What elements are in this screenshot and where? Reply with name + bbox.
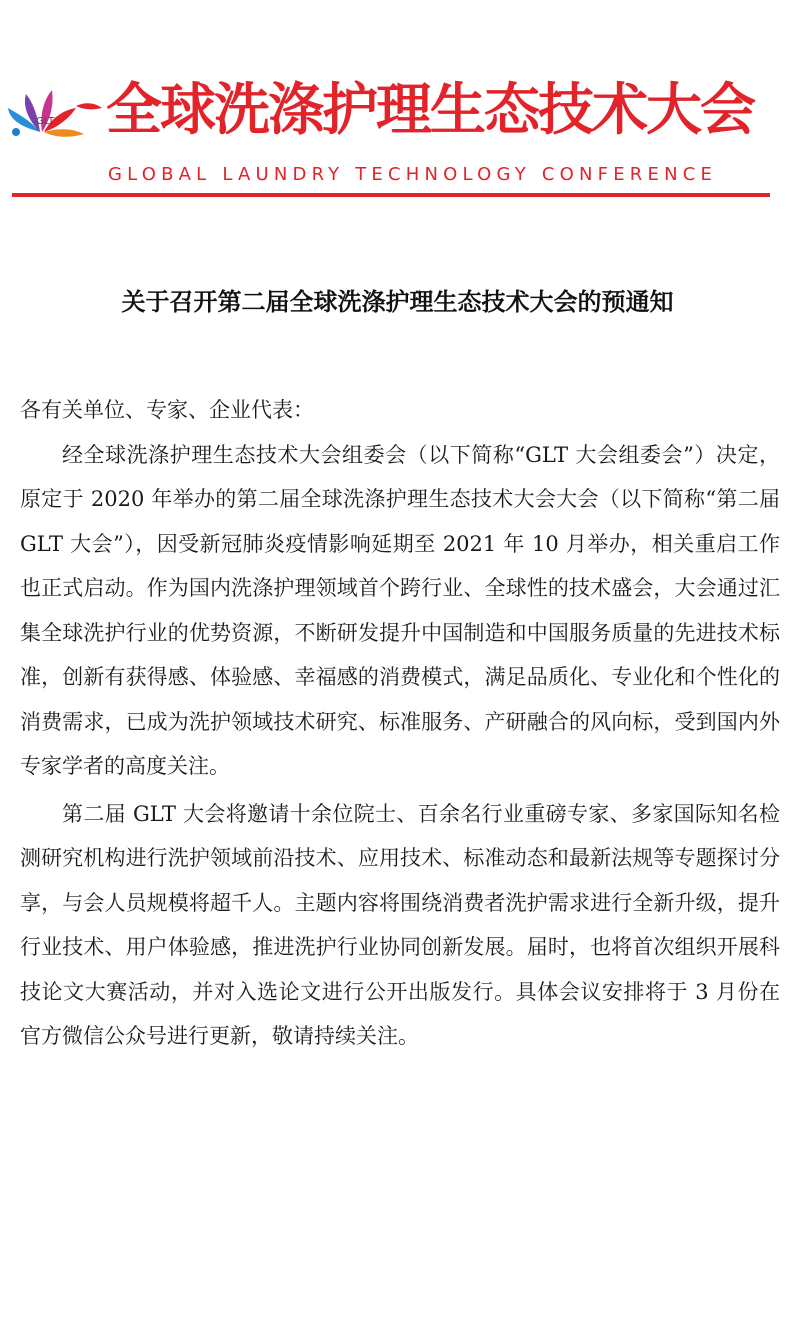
notice-body <box>20 388 780 1059</box>
notice-title: 关于召开第二届全球洗涤护理生态技术大会的预通知 <box>121 288 674 316</box>
flower-logo-icon <box>6 82 104 148</box>
salutation: 各有关单位、专家、企业代表： <box>20 398 314 422</box>
paragraph-1: 经全球洗涤护理生态技术大会组委会（以下简称“GLT 大会组委会”）决定，原定于 2020 年举办的第二届全球洗涤护理生态技术大会大会（以下简称“第二届 GLT 大会”），因受新冠肺炎疫情影响延期至 2021 年 10 月举办，相关重启工作也正式启动。作为国内洗涤护理领域首个跨行业、全球性的技术盛会，大会通过汇集全球洗护行业的优势资源，不断研发提升中国制造和中国服务质量的先进技术标准，创新有获得感、体验感、幸福感的消费模式，满足品质化、专业化和个性化的消费需求，已成为洗护领域技术研究、标准服务、产研融合的风向标，受到国内外专家学者的高度关注。 <box>20 442 780 778</box>
glt-logo <box>6 82 104 148</box>
conference-title-cn: 全球洗涤护理生态技术大会 <box>106 78 754 143</box>
header-divider <box>12 193 770 197</box>
paragraph-2: 第二届 GLT 大会将邀请十余位院士、百余名行业重磅专家、多家国际知名检测研究机构进行洗护领域前沿技术、应用技术、标准动态和最新法规等专题探讨分享，与会人员规模将超千人。主题内容将围绕消费者洗护需求进行全新升级，提升行业技术、用户体验感，推进洗护行业协同创新发展。届时，也将首次组织开展科技论文大赛活动，并对入选论文进行公开出版发行。具体会议安排将于 3 月份在官方微信公众号进行更新，敬请持续关注。 <box>20 801 780 1048</box>
conference-title-en: GLOBAL LAUNDRY TECHNOLOGY CONFERENCE <box>108 164 718 185</box>
letterhead <box>0 0 795 210</box>
logo-text: GLT <box>36 116 55 127</box>
